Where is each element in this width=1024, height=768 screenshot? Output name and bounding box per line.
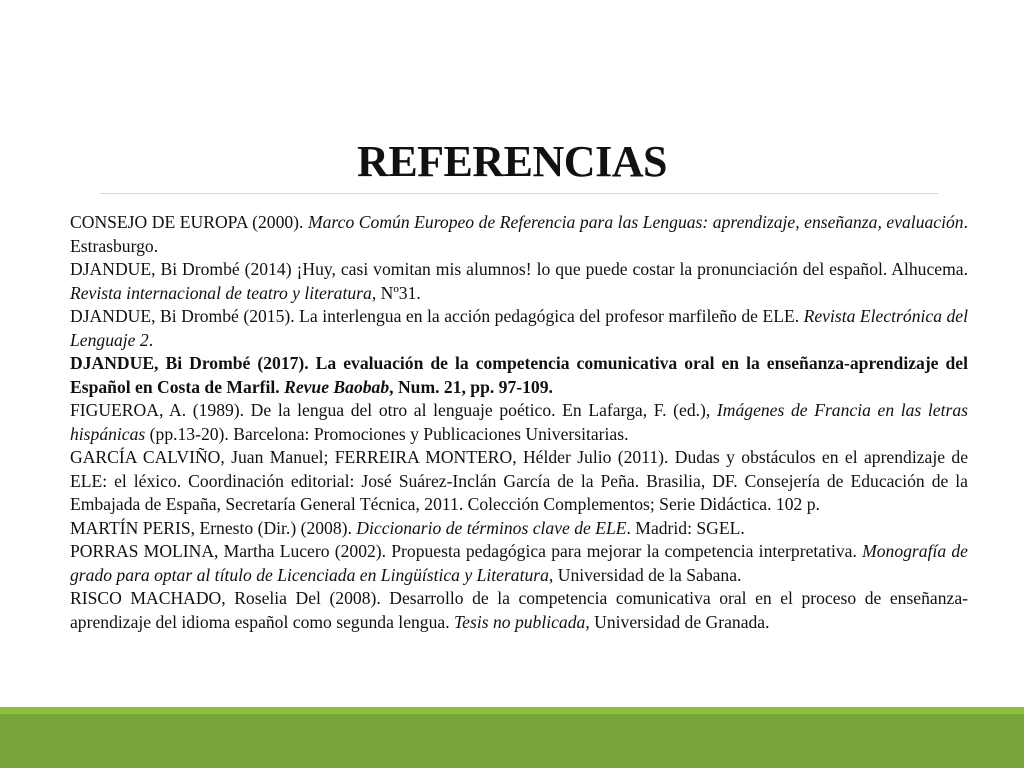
reference-text: DJANDUE, Bi Drombé (2014) ¡Huy, casi vomitan mis alumnos! lo que puede costar la pronunciación del español. Alhucema. xyxy=(70,259,968,279)
title-divider xyxy=(100,193,938,194)
reference-text: CONSEJO DE EUROPA (2000). xyxy=(70,212,308,232)
footer-accent-bar-highlight xyxy=(0,707,1024,714)
reference-text: DJANDUE, Bi Drombé (2017). La evaluación de la competencia comunicativa oral en la enseñanza-aprendizaje del Español en Costa de Marfil. xyxy=(70,353,968,397)
reference-text: Universidad de la Sabana. xyxy=(553,564,742,585)
reference-text: , Universidad de Granada. xyxy=(585,611,770,632)
reference-entry xyxy=(70,305,968,352)
reference-title-italic: Tesis no publicada xyxy=(454,611,586,632)
footer-accent-bar xyxy=(0,707,1024,768)
reference-text: DJANDUE, Bi Drombé (2015). La interlengua en la acción pedagógica del profesor marfileño de ELE. xyxy=(70,306,804,326)
reference-entry xyxy=(70,352,968,399)
reference-title-italic: Revista internacional de teatro y literatura xyxy=(70,282,372,303)
reference-text: GARCÍA CALVIÑO, Juan Manuel; FERREIRA MONTERO, Hélder Julio (2011). Dudas y obstáculos en el aprendizaje de ELE: el léxico. Coordinación editorial: José Suárez-Inclán García de la Peña. Brasilia, DF. Consejería de Educación de la Embajada de España, Secretaría General Técnica, 2011. Colección Complementos; Serie Didáctica. 102 p. xyxy=(70,447,968,514)
reference-text: MARTÍN PERIS, Ernesto (Dir.) (2008). xyxy=(70,517,357,538)
reference-text: . Madrid: SGEL. xyxy=(626,517,745,538)
reference-entry xyxy=(70,399,968,446)
reference-list xyxy=(70,211,968,634)
reference-entry xyxy=(70,517,968,541)
reference-text: . xyxy=(148,329,154,350)
reference-entry xyxy=(70,540,968,587)
reference-text: (pp.13-20). Barcelona: Promociones y Publicaciones Universitarias. xyxy=(145,423,629,444)
reference-title-italic: Imágenes de Francia en las letras hispánicas xyxy=(70,400,968,444)
slide-title: REFERENCIAS xyxy=(357,137,667,186)
reference-text: PORRAS MOLINA, Martha Lucero (2002). Propuesta pedagógica para mejorar la competencia interpretativa. xyxy=(70,541,863,561)
reference-title-italic: Marco Común Europeo de Referencia para las Lenguas: aprendizaje, enseñanza, evaluación xyxy=(307,212,964,232)
reference-title-italic: Monografía de grado para optar al título de Licenciada en Lingüística y Literatura, xyxy=(70,541,968,585)
reference-title-italic: Revue Baobab xyxy=(284,376,390,397)
reference-text: , Nº31. xyxy=(371,282,421,303)
reference-entry xyxy=(70,258,968,305)
reference-title-italic: Revista Electrónica del Lenguaje 2 xyxy=(70,306,968,350)
reference-title-italic: Diccionario de términos clave de ELE xyxy=(356,517,627,538)
reference-entry xyxy=(70,446,968,517)
reference-text: RISCO MACHADO, Roselia Del (2008). Desarrollo de la competencia comunicativa oral en el proceso de enseñanza-aprendizaje del idioma español como segunda lengua. xyxy=(70,588,968,632)
reference-text: , Num. 21, pp. 97-109. xyxy=(389,376,553,397)
reference-entry xyxy=(70,587,968,634)
reference-text: . Estrasburgo. xyxy=(70,212,968,256)
reference-entry xyxy=(70,211,968,258)
reference-text: FIGUEROA, A. (1989). De la lengua del otro al lenguaje poético. En Lafarga, F. (ed.), xyxy=(70,400,717,420)
